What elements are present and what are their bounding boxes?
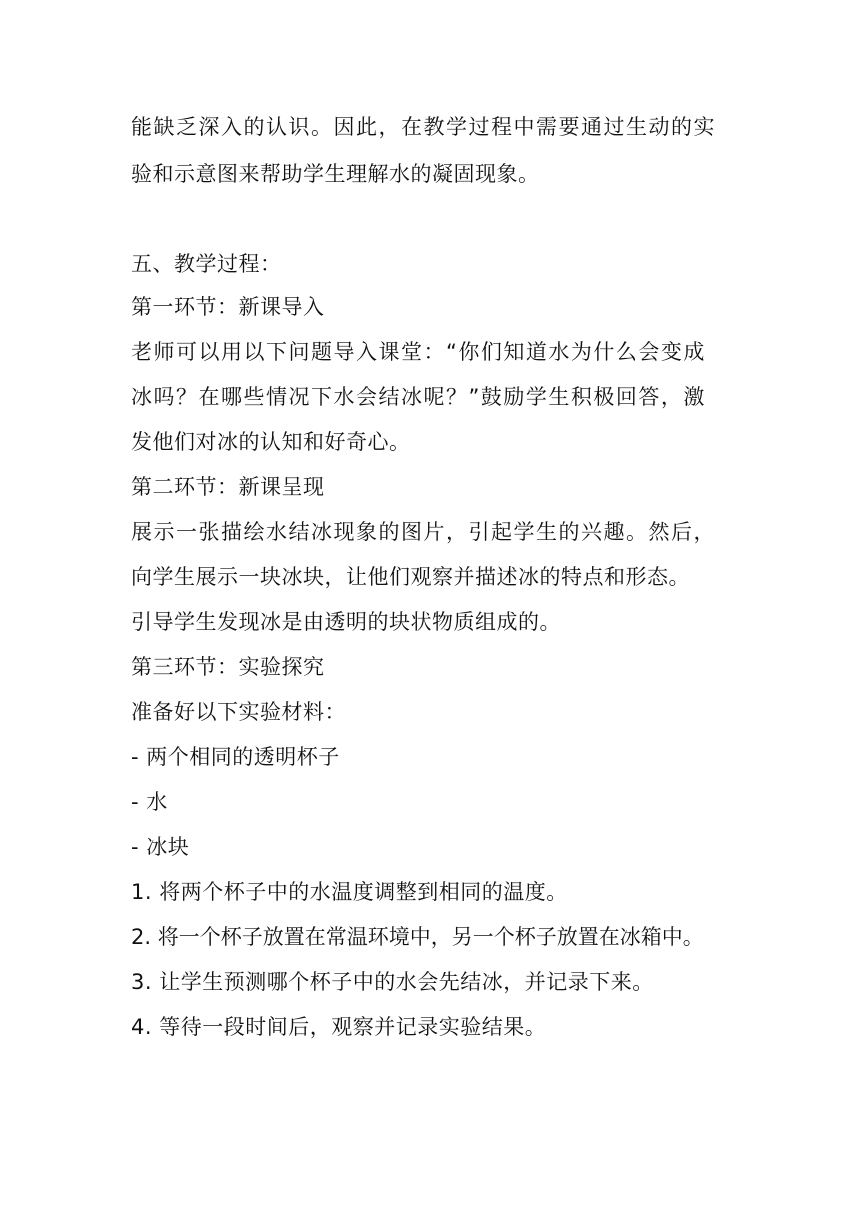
step-heading: 第三环节：实验探究	[131, 655, 325, 679]
numbered-step: 4. 等待一段时间后，观察并记录实验结果。	[131, 1015, 547, 1039]
paragraph-line: 发他们对冰的认知和好奇心。	[131, 430, 411, 454]
paragraph-line: 能缺乏深入的认识。因此，在教学过程中需要通过生动的实	[131, 115, 716, 139]
paragraph-line: 验和示意图来帮助学生理解水的凝固现象。	[131, 162, 540, 186]
paragraph-line: 引导学生发现冰是由透明的块状物质组成的。	[131, 610, 561, 634]
numbered-step: 3. 让学生预测哪个杯子中的水会先结冰，并记录下来。	[131, 970, 654, 994]
step-heading: 第二环节：新课呈现	[131, 475, 325, 499]
paragraph-line: 向学生展示一块冰块，让他们观察并描述冰的特点和形态。	[131, 565, 690, 589]
paragraph-line: 准备好以下实验材料：	[131, 700, 346, 724]
section-heading: 五、教学过程：	[131, 252, 282, 276]
numbered-step: 1. 将两个杯子中的水温度调整到相同的温度。	[131, 880, 568, 904]
list-item: - 水	[131, 790, 168, 814]
numbered-step: 2. 将一个杯子放置在常温环境中，另一个杯子放置在冰箱中。	[131, 925, 704, 949]
list-item: - 两个相同的透明杯子	[131, 745, 340, 769]
paragraph-line: 老师可以用以下问题导入课堂：“你们知道水为什么会变成	[131, 340, 706, 364]
paragraph-line: 冰吗？在哪些情况下水会结冰呢？”鼓励学生积极回答，激	[131, 385, 706, 409]
list-item: - 冰块	[131, 835, 190, 859]
step-heading: 第一环节：新课导入	[131, 295, 325, 319]
paragraph-line: 展示一张描绘水结冰现象的图片，引起学生的兴趣。然后，	[131, 520, 716, 544]
